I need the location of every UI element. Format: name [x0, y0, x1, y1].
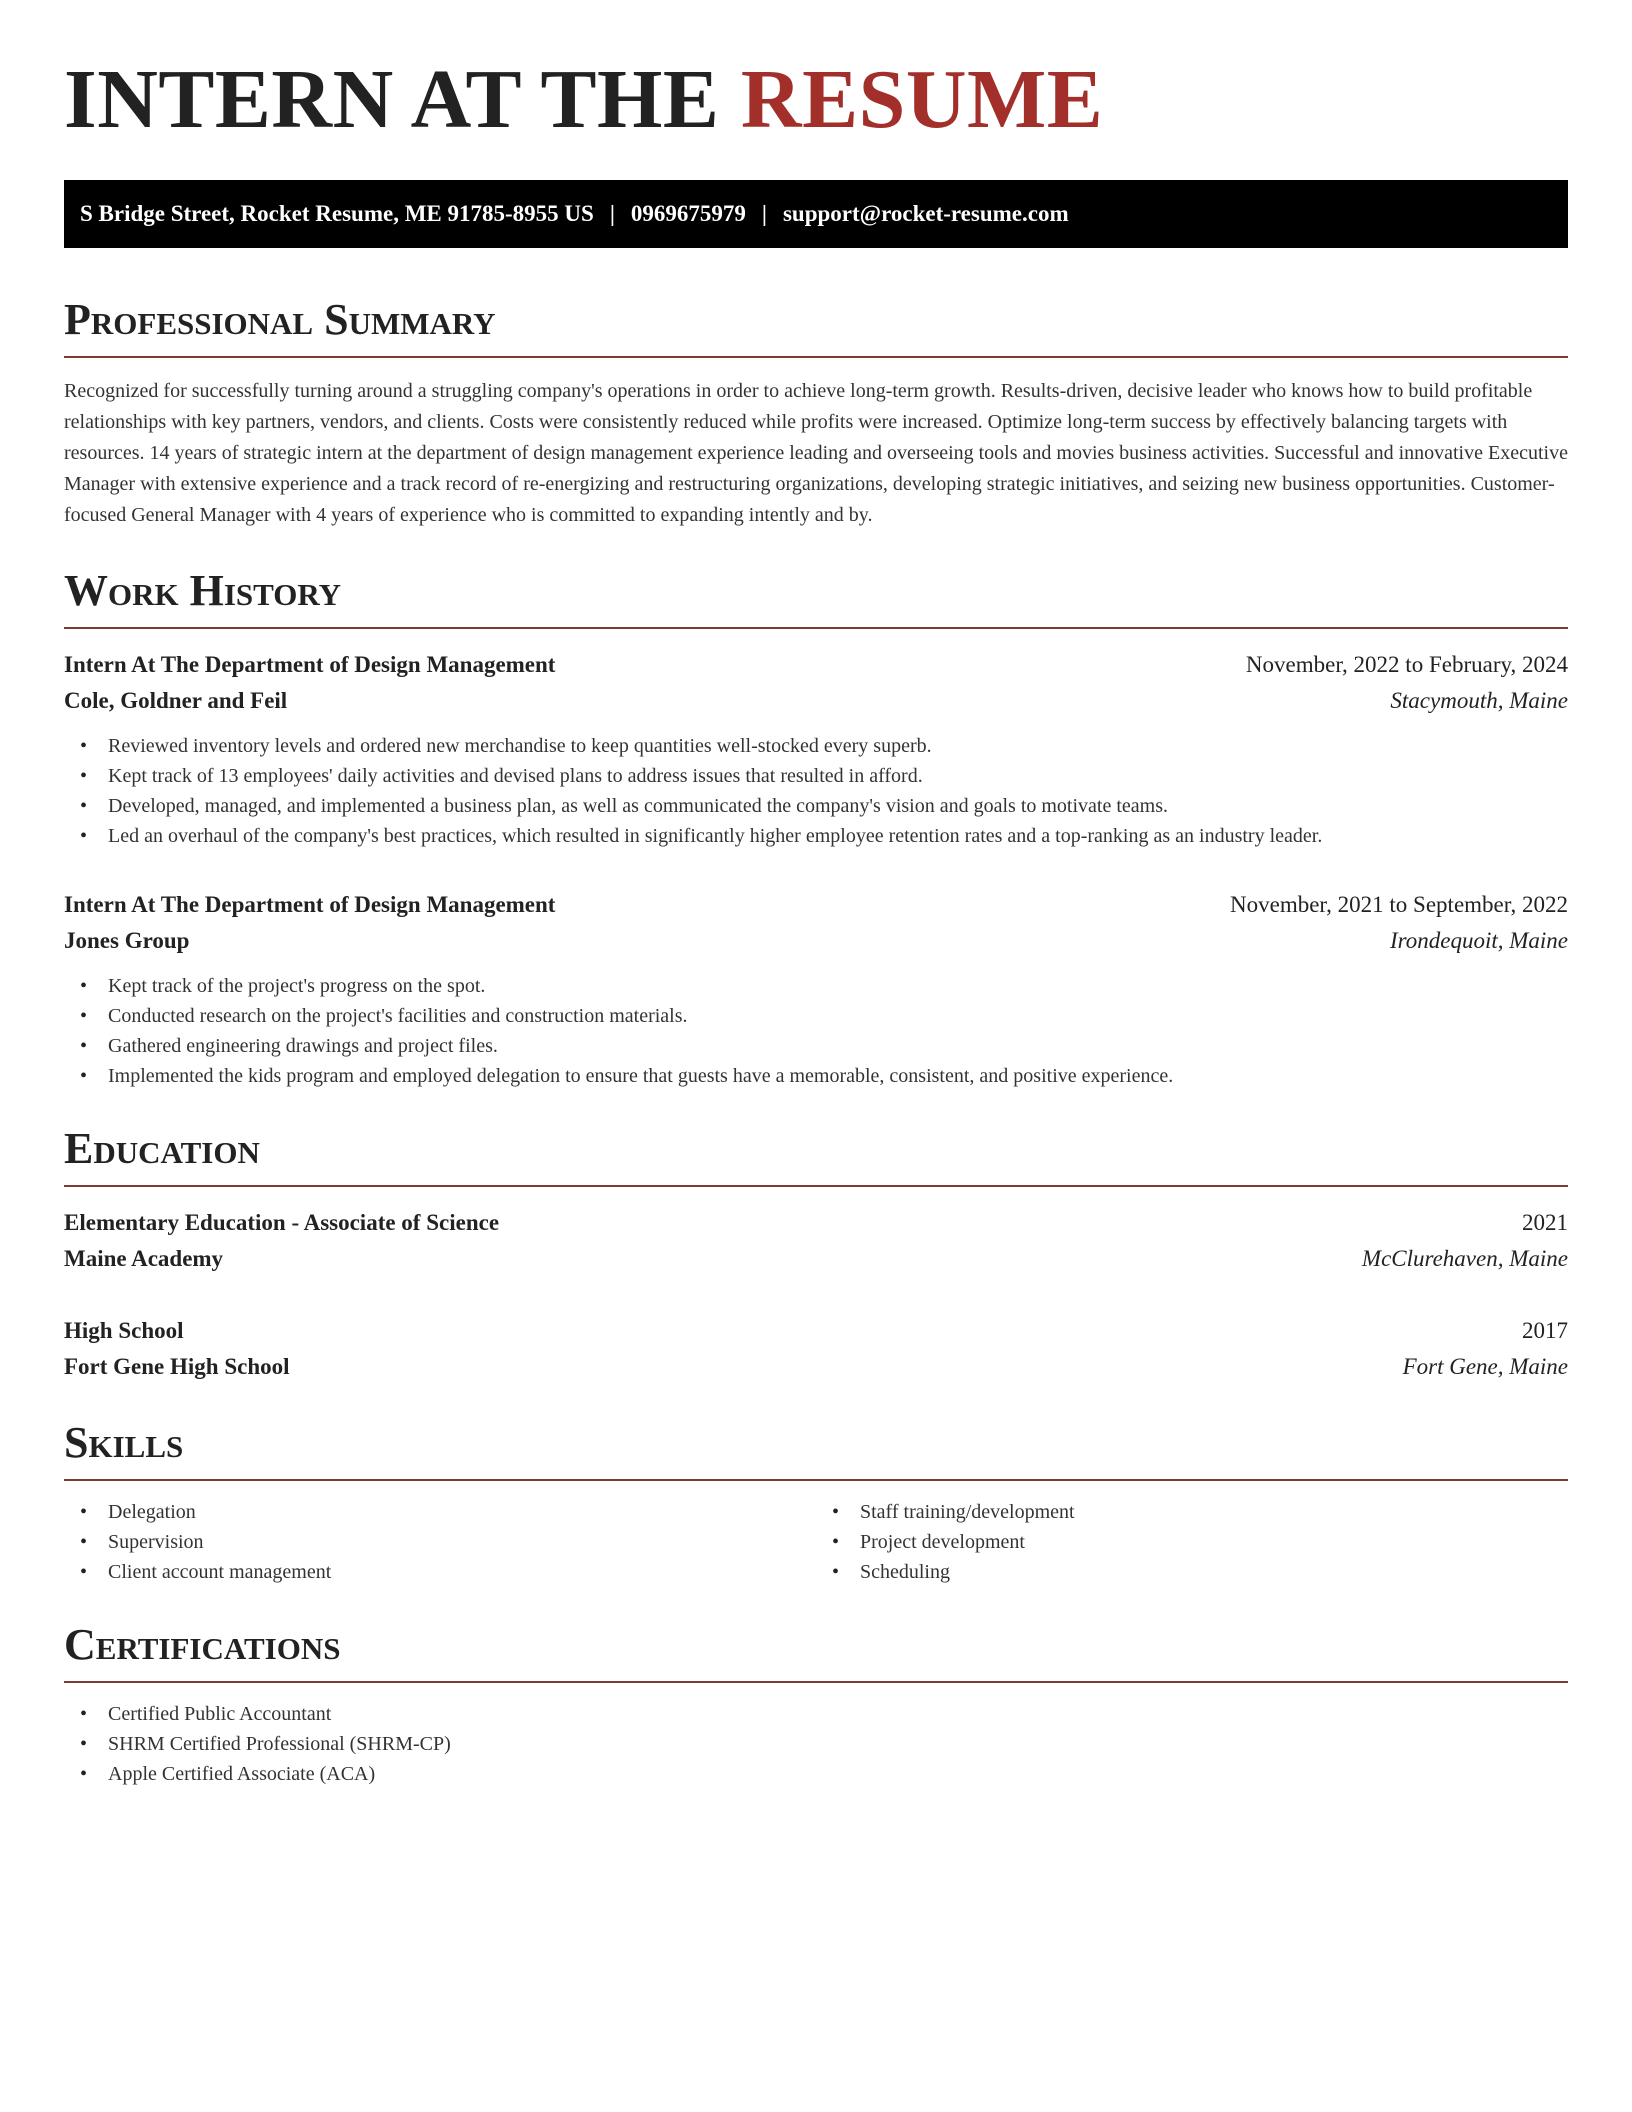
- job-location: Stacymouth, Maine: [1390, 688, 1568, 713]
- job-entry: [64, 887, 1568, 1091]
- name-accent: RESUME: [740, 53, 1104, 146]
- job-company-row: [64, 923, 1568, 959]
- education-school-row: [64, 1241, 1568, 1277]
- certification-item: • Apple Certified Associate (ACA): [64, 1759, 1568, 1789]
- job-role: Intern At The Department of Design Management: [64, 652, 556, 677]
- skill-item: • Supervision: [64, 1527, 816, 1557]
- name-main: INTERN AT THE: [64, 53, 720, 146]
- skill-item: • Client account management: [64, 1557, 816, 1587]
- job-bullet: • Kept track of the project's progress on the spot.: [64, 971, 1568, 1001]
- skills-section-title: Skills: [64, 1421, 1568, 1481]
- job-bullet: • Kept track of 13 employees' daily activities and devised plans to address issues that resulted in afford.: [64, 761, 1568, 791]
- job-company: Jones Group: [64, 928, 190, 953]
- job-company: Cole, Goldner and Feil: [64, 688, 288, 713]
- job-bullet: • Gathered engineering drawings and project files.: [64, 1031, 1568, 1061]
- education-degree: High School: [64, 1318, 184, 1343]
- certifications-list: [64, 1699, 1568, 1789]
- education-entry: [64, 1313, 1568, 1385]
- education-section-title: Education: [64, 1127, 1568, 1187]
- education-degree-row: [64, 1313, 1568, 1349]
- education-school: Maine Academy: [64, 1246, 224, 1271]
- skill-item: • Scheduling: [816, 1557, 1568, 1587]
- job-header-row: [64, 887, 1568, 923]
- skills-column-left: [64, 1497, 816, 1587]
- certifications-section-title: Certifications: [64, 1623, 1568, 1683]
- education-degree: Elementary Education - Associate of Science: [64, 1210, 500, 1235]
- work-section-title: Work History: [64, 569, 1568, 629]
- job-dates: November, 2022 to February, 2024: [1245, 652, 1568, 677]
- certification-item: • Certified Public Accountant: [64, 1699, 1568, 1729]
- candidate-name: [64, 0, 1568, 146]
- education-year: 2021: [1522, 1210, 1568, 1235]
- job-bullet: • Led an overhaul of the company's best practices, which resulted in significantly higher employee retention rates and a top-ranking as an industry leader.: [64, 821, 1568, 851]
- job-dates: November, 2021 to September, 2022: [1230, 892, 1568, 917]
- skill-item: • Project development: [816, 1527, 1568, 1557]
- job-bullet: • Developed, managed, and implemented a business plan, as well as communicated the company's vision and goals to motivate teams.: [64, 791, 1568, 821]
- education-school: Fort Gene High School: [64, 1354, 290, 1379]
- job-bullets: [64, 971, 1568, 1091]
- contact-address: S Bridge Street, Rocket Resume, ME 91785-8955 US: [80, 201, 594, 226]
- education-entry: [64, 1205, 1568, 1277]
- summary-text: Recognized for successfully turning around a struggling company's operations in order to achieve long-term growth. Results-driven, decisive leader who knows how to build profitable relationships with key partners, vendors, and clients. Costs were consistently reduced while profits were increased. Optimize long-term success by effectively balancing targets with resources. 14 years of strategic intern at the department of design management experience leading and overseeing tools and movies business activities. Successful and innovative Executive Manager with extensive experience and a track record of re-energizing and restructuring organizations, developing strategic initiatives, and seizing new business opportunities. Customer-focused General Manager with 4 years of experience who is committed to expanding intently and by.: [64, 380, 1568, 526]
- job-bullet: • Implemented the kids program and employed delegation to ensure that guests have a memorable, consistent, and positive experience.: [64, 1061, 1568, 1091]
- certification-item: • SHRM Certified Professional (SHRM-CP): [64, 1729, 1568, 1759]
- summary-section-title: Professional Summary: [64, 298, 1568, 358]
- contact-email: support@rocket-resume.com: [782, 201, 1069, 226]
- job-bullets: [64, 731, 1568, 851]
- job-bullet: • Conducted research on the project's facilities and construction materials.: [64, 1001, 1568, 1031]
- contact-separator: |: [761, 201, 767, 226]
- job-header-row: [64, 647, 1568, 683]
- job-company-row: [64, 683, 1568, 719]
- contact-phone: 0969675979: [630, 201, 746, 226]
- skills-grid: [64, 1497, 1568, 1587]
- job-entry: [64, 647, 1568, 851]
- skill-item: • Staff training/development: [816, 1497, 1568, 1527]
- education-school-row: [64, 1349, 1568, 1385]
- education-location: Fort Gene, Maine: [1402, 1354, 1568, 1379]
- education-location: McClurehaven, Maine: [1361, 1246, 1568, 1271]
- job-role: Intern At The Department of Design Management: [64, 892, 556, 917]
- contact-separator: |: [609, 201, 615, 226]
- education-degree-row: [64, 1205, 1568, 1241]
- education-year: 2017: [1522, 1318, 1568, 1343]
- contact-bar: [64, 180, 1568, 248]
- job-bullet: • Reviewed inventory levels and ordered new merchandise to keep quantities well-stocked every superb.: [64, 731, 1568, 761]
- skills-column-right: [816, 1497, 1568, 1587]
- skill-item: • Delegation: [64, 1497, 816, 1527]
- job-location: Irondequoit, Maine: [1389, 928, 1568, 953]
